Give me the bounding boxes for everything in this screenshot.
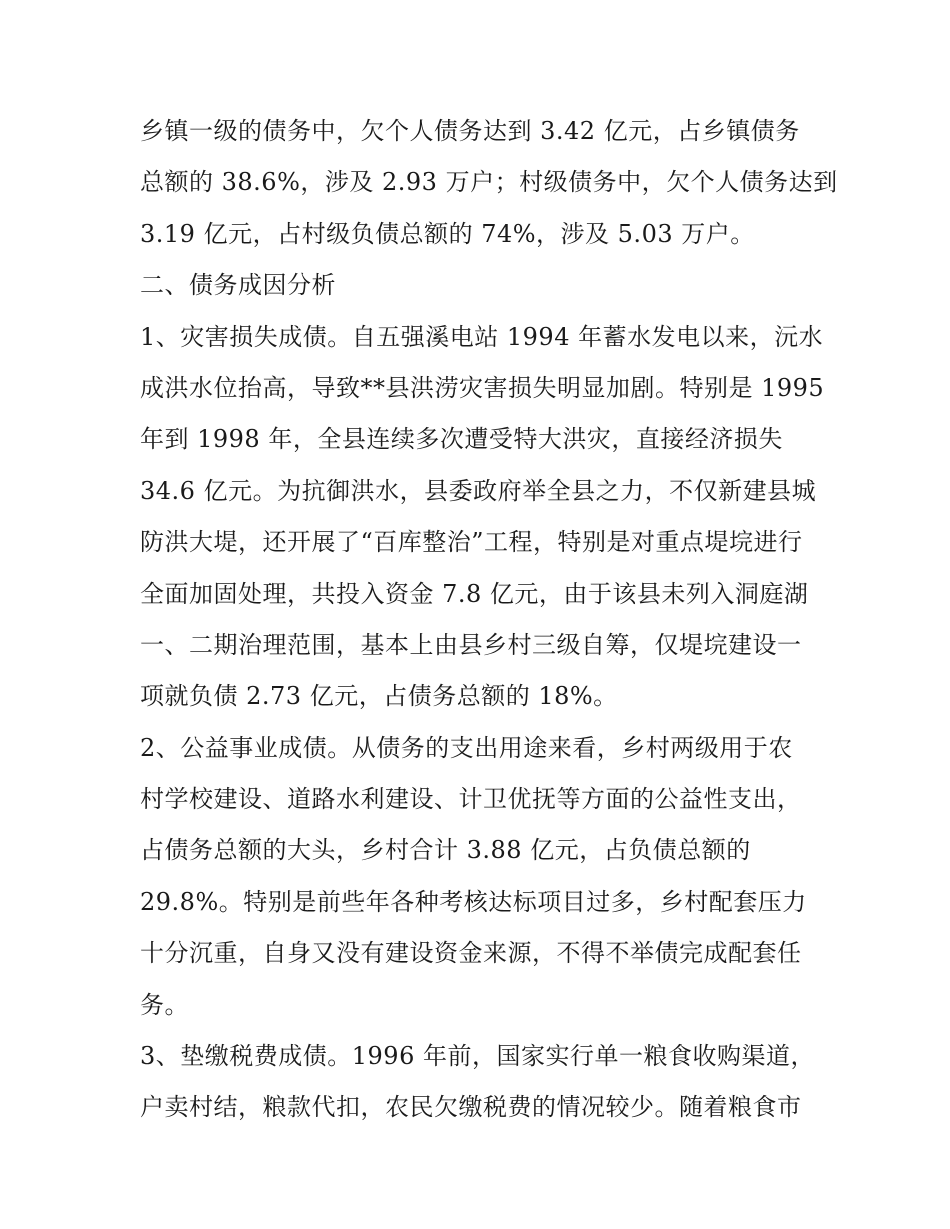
text-line: 占债务总额的大头，乡村合计 3.88 亿元，占负债总额的	[140, 836, 751, 865]
text-line: 一、二期治理范围，基本上由县乡村三级自筹，仅堤垸建设一	[140, 630, 802, 659]
text-line: 3.19 亿元，占村级负债总额的 74%，涉及 5.03 万户。	[140, 219, 755, 248]
text-line: 十分沉重，自身又没有建设资金来源，不得不举债完成配套任	[140, 939, 802, 968]
text-line: 防洪大堤，还开展了“百库整治”工程，特别是对重点堤垸进行	[140, 528, 803, 557]
text-line: 项就负债 2.73 亿元，占债务总额的 18%。	[140, 682, 618, 711]
text-line: 全面加固处理，共投入资金 7.8 亿元，由于该县未列入洞庭湖	[140, 579, 809, 608]
text-line: 3、垫缴税费成债。1996 年前，国家实行单一粮食收购渠道，	[140, 1042, 815, 1071]
text-line: 户卖村结，粮款代扣，农民欠缴税费的情况较少。随着粮食市	[140, 1093, 802, 1122]
text-line: 村学校建设、道路水利建设、计卫优抚等方面的公益性支出，	[140, 785, 802, 814]
text-line: 年到 1998 年，全县连续多次遭受特大洪灾，直接经济损失	[140, 425, 783, 454]
section-heading: 二、债务成因分析	[140, 271, 336, 300]
body-text	[140, 106, 838, 1134]
text-line: 乡镇一级的债务中，欠个人债务达到 3.42 亿元，占乡镇债务	[140, 117, 800, 145]
text-line: 总额的 38.6%，涉及 2.93 万户；村级债务中，欠个人债务达到	[140, 168, 838, 197]
text-line: 1、灾害损失成债。自五强溪电站 1994 年蓄水发电以来，沅水	[140, 322, 824, 351]
text-line: 2、公益事业成债。从债务的支出用途来看，乡村两级用于农	[140, 733, 793, 762]
text-line: 34.6 亿元。为抗御洪水，县委政府举全县之力，不仅新建县城	[140, 476, 817, 505]
text-line: 29.8%。特别是前些年各种考核达标项目过多，乡村配套压力	[140, 887, 807, 916]
text-line: 务。	[140, 990, 189, 1019]
text-line: 成洪水位抬高，导致**县洪涝灾害损失明显加剧。特别是 1995	[140, 373, 825, 402]
